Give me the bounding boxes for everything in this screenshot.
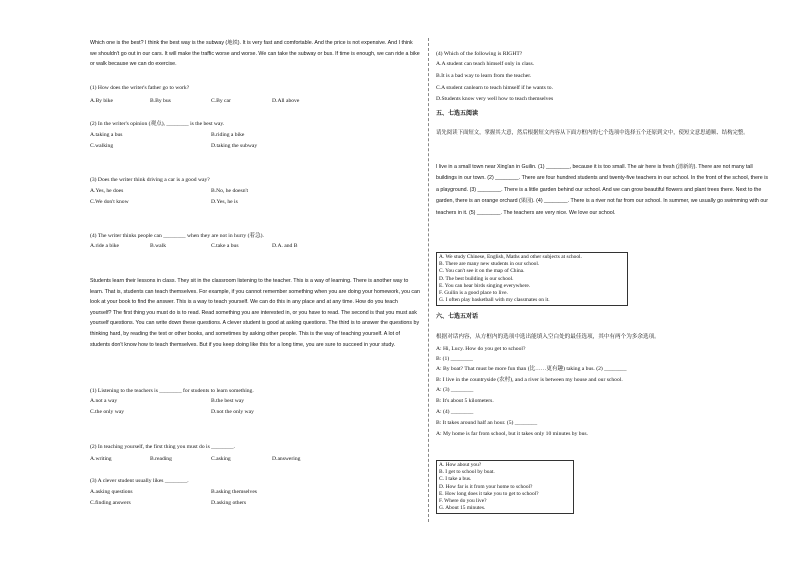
box-option-f: F. Where do you live?: [439, 498, 487, 505]
option-a[interactable]: A.Yes, he does: [90, 188, 124, 194]
option-d[interactable]: D.A. and B: [272, 243, 298, 249]
option-c[interactable]: C.asking: [211, 456, 231, 462]
box-option-c: C. You can't see it on the map of China.: [439, 268, 525, 275]
option-a[interactable]: A.A student can teach himself only in class.: [436, 61, 535, 67]
box-option-f: F. Guilin is a good place to live.: [439, 290, 508, 297]
option-d[interactable]: D.answering: [272, 456, 301, 462]
section-six-instructions: 根据对话内容，从方框内的选项中选出能填入空白处的最佳选项，其中有两个为多余选项。: [436, 334, 660, 340]
dialog-line: A: My home is far from school, but it takes only 10 minutes by bus.: [436, 431, 588, 437]
options-box-dialog: [436, 460, 574, 514]
option-b[interactable]: B.asking themselves: [211, 489, 257, 495]
options-box-passage: [436, 252, 628, 306]
option-c[interactable]: C.We don't know: [90, 199, 129, 205]
dialog-line: B: I live in the countryside (农村), and a river is between my house and our school.: [436, 377, 623, 383]
option-c[interactable]: C.the only way: [90, 409, 125, 415]
option-d[interactable]: D.Students know very well how to teach themselves: [436, 96, 554, 102]
box-option-b: B. I get to school by boat.: [439, 469, 495, 476]
option-b[interactable]: B.the best way: [211, 398, 245, 404]
question-1: (1) How does the writer's father go to work?: [90, 85, 190, 91]
option-b[interactable]: B.riding a bike: [211, 132, 245, 138]
dialog-line: B: It's about 5 kilometers.: [436, 398, 494, 404]
column-divider: [428, 38, 429, 522]
option-c[interactable]: C.take a bus: [211, 243, 239, 249]
passage-teach-yourself: Students learn their lessons in class. They sit in the classroom listening to the teacher. This is a way of learning. There is another way to learn. That is, students can teach themselves. For example, if you cannot remember something when you are doing your homework, you can look at your book to find the answer. This is a way to teach yourself. We can do this in any place and at any time. How do you teach yourself? The first thing you must do is to read. Read something you are interested in, or you have to read. The second is that you must ask yourself questions. You can write down these questions. A clever student is good at asking questions. The third is to answer the questions by thinking hard, by reading the text or other books, and sometimes by asking other people. This is the way of teaching yourself. A lot of students don't know how to teach themselves. But if you keep doing like this for a long time, you are sure to succeed in your study.: [90, 278, 420, 348]
question-2: (2) In the writer's opinion (观点), ________ is the best way.: [90, 121, 225, 127]
dialog-line: A: Hi, Lucy. How do you get to school?: [436, 346, 526, 352]
section-five-instructions: 请先阅读下面短文，掌握其大意，然后根据短文内容从下面方框内的七个选项中选择五个还原到文中，使短文意思通顺、结构完整。: [436, 130, 749, 136]
option-b[interactable]: B.walk: [150, 243, 167, 249]
dialog-line: A: By boat? That must be more fun than (比……更有趣) taking a bus. (2) ________: [436, 366, 627, 372]
box-option-b: B. There are many new students in our school.: [439, 261, 540, 268]
box-option-d: D. The best building is our school.: [439, 275, 514, 282]
dialog-line: B: (1) ________: [436, 356, 473, 362]
question-4: (4) The writer thinks people can ________ when they are not in hurry (着急).: [90, 233, 264, 239]
passage2-question-4: (4) Which of the following is RIGHT?: [436, 51, 523, 57]
passage-small-town: I live in a small town near Xing'an in Guilin. (1) ________, because it is too small. The air here is fresh (清新的). There are not many tall buildings in our town. (2) ________. There are four hundred students and twenty-five teachers in our school. In the front of the school, there is a playground. (3) ________. There is a little garden behind our school. And we can grow beautiful flowers and plant trees there. Next to the garden, there is an orange orchard (果园). (4) ________. There is a river not far from our school. In summer, we usually go swimming with our teachers in it. (5) ________. The teachers are very nice. We love our school.: [436, 164, 769, 216]
section-heading-five: 五、七选五阅读: [436, 111, 479, 117]
option-c[interactable]: C.finding answers: [90, 500, 131, 506]
option-d[interactable]: D.All above: [272, 98, 300, 104]
passage-transport: Which one is the best? I think the best way is the subway (地铁). It is very fast and comfortable. And the price is not expensive. And I think we shouldn't go out in our cars. It will make the traffic worse and worse. We can take the subway or bus. If time is enough, we can ride a bike or walk because we can do exercise.: [90, 40, 420, 68]
option-c[interactable]: C.walking: [90, 143, 114, 149]
option-c[interactable]: C.By car: [211, 98, 231, 104]
option-a[interactable]: A.ride a bike: [90, 243, 120, 249]
question-3: (3) Does the writer think driving a car is a good way?: [90, 177, 210, 183]
box-option-e: E. You can hear birds singing everywhere.: [439, 282, 531, 289]
option-a[interactable]: A.taking a bus: [90, 132, 123, 138]
option-b[interactable]: B.By bus: [150, 98, 171, 104]
option-b[interactable]: B.It is a bad way to learn from the teacher.: [436, 73, 532, 79]
dialog-line: A: (4) ________: [436, 409, 474, 415]
box-option-e: E. How long does it take you to get to school?: [439, 490, 539, 497]
option-d[interactable]: D.taking the subway: [211, 143, 258, 149]
option-b[interactable]: B.No, he doesn't: [211, 188, 249, 194]
option-d[interactable]: D.Yes, he is: [211, 199, 238, 205]
box-option-g: G. About 15 minutes.: [439, 505, 486, 512]
option-a[interactable]: A.By bike: [90, 98, 113, 104]
passage2-question-2: (2) In teaching yourself, the first thing you must do is ________.: [90, 444, 235, 450]
box-option-a: A. We study Chinese, English, Maths and other subjects at school.: [439, 254, 582, 260]
box-option-a: A. How about you?: [439, 462, 482, 468]
box-option-g: G. I often play basketball with my classmates on it.: [439, 297, 550, 304]
option-c[interactable]: C.A student canlearn to teach himself if he wants to.: [436, 85, 553, 91]
section-heading-six: 六、七选五对话: [436, 314, 479, 320]
option-a[interactable]: A.not a way: [90, 398, 118, 404]
option-b[interactable]: B.reading: [150, 456, 172, 462]
box-option-d: D. How far is it from your home to school?: [439, 483, 533, 490]
option-d[interactable]: D.not the only way: [211, 409, 254, 415]
option-a[interactable]: A.asking questions: [90, 489, 133, 495]
option-d[interactable]: D.asking others: [211, 500, 247, 506]
dialog-line: A: (3) ________: [436, 387, 474, 393]
dialog-line: B: It takes around half an hour. (5) ________: [436, 420, 538, 426]
passage2-question-3: (3) A clever student usually likes ________.: [90, 478, 189, 484]
box-option-c: C. I take a bus.: [439, 476, 472, 483]
passage2-question-1: (1) Listening to the teachers is ________ for students to learn something.: [90, 388, 254, 394]
option-a[interactable]: A.writing: [90, 456, 112, 462]
